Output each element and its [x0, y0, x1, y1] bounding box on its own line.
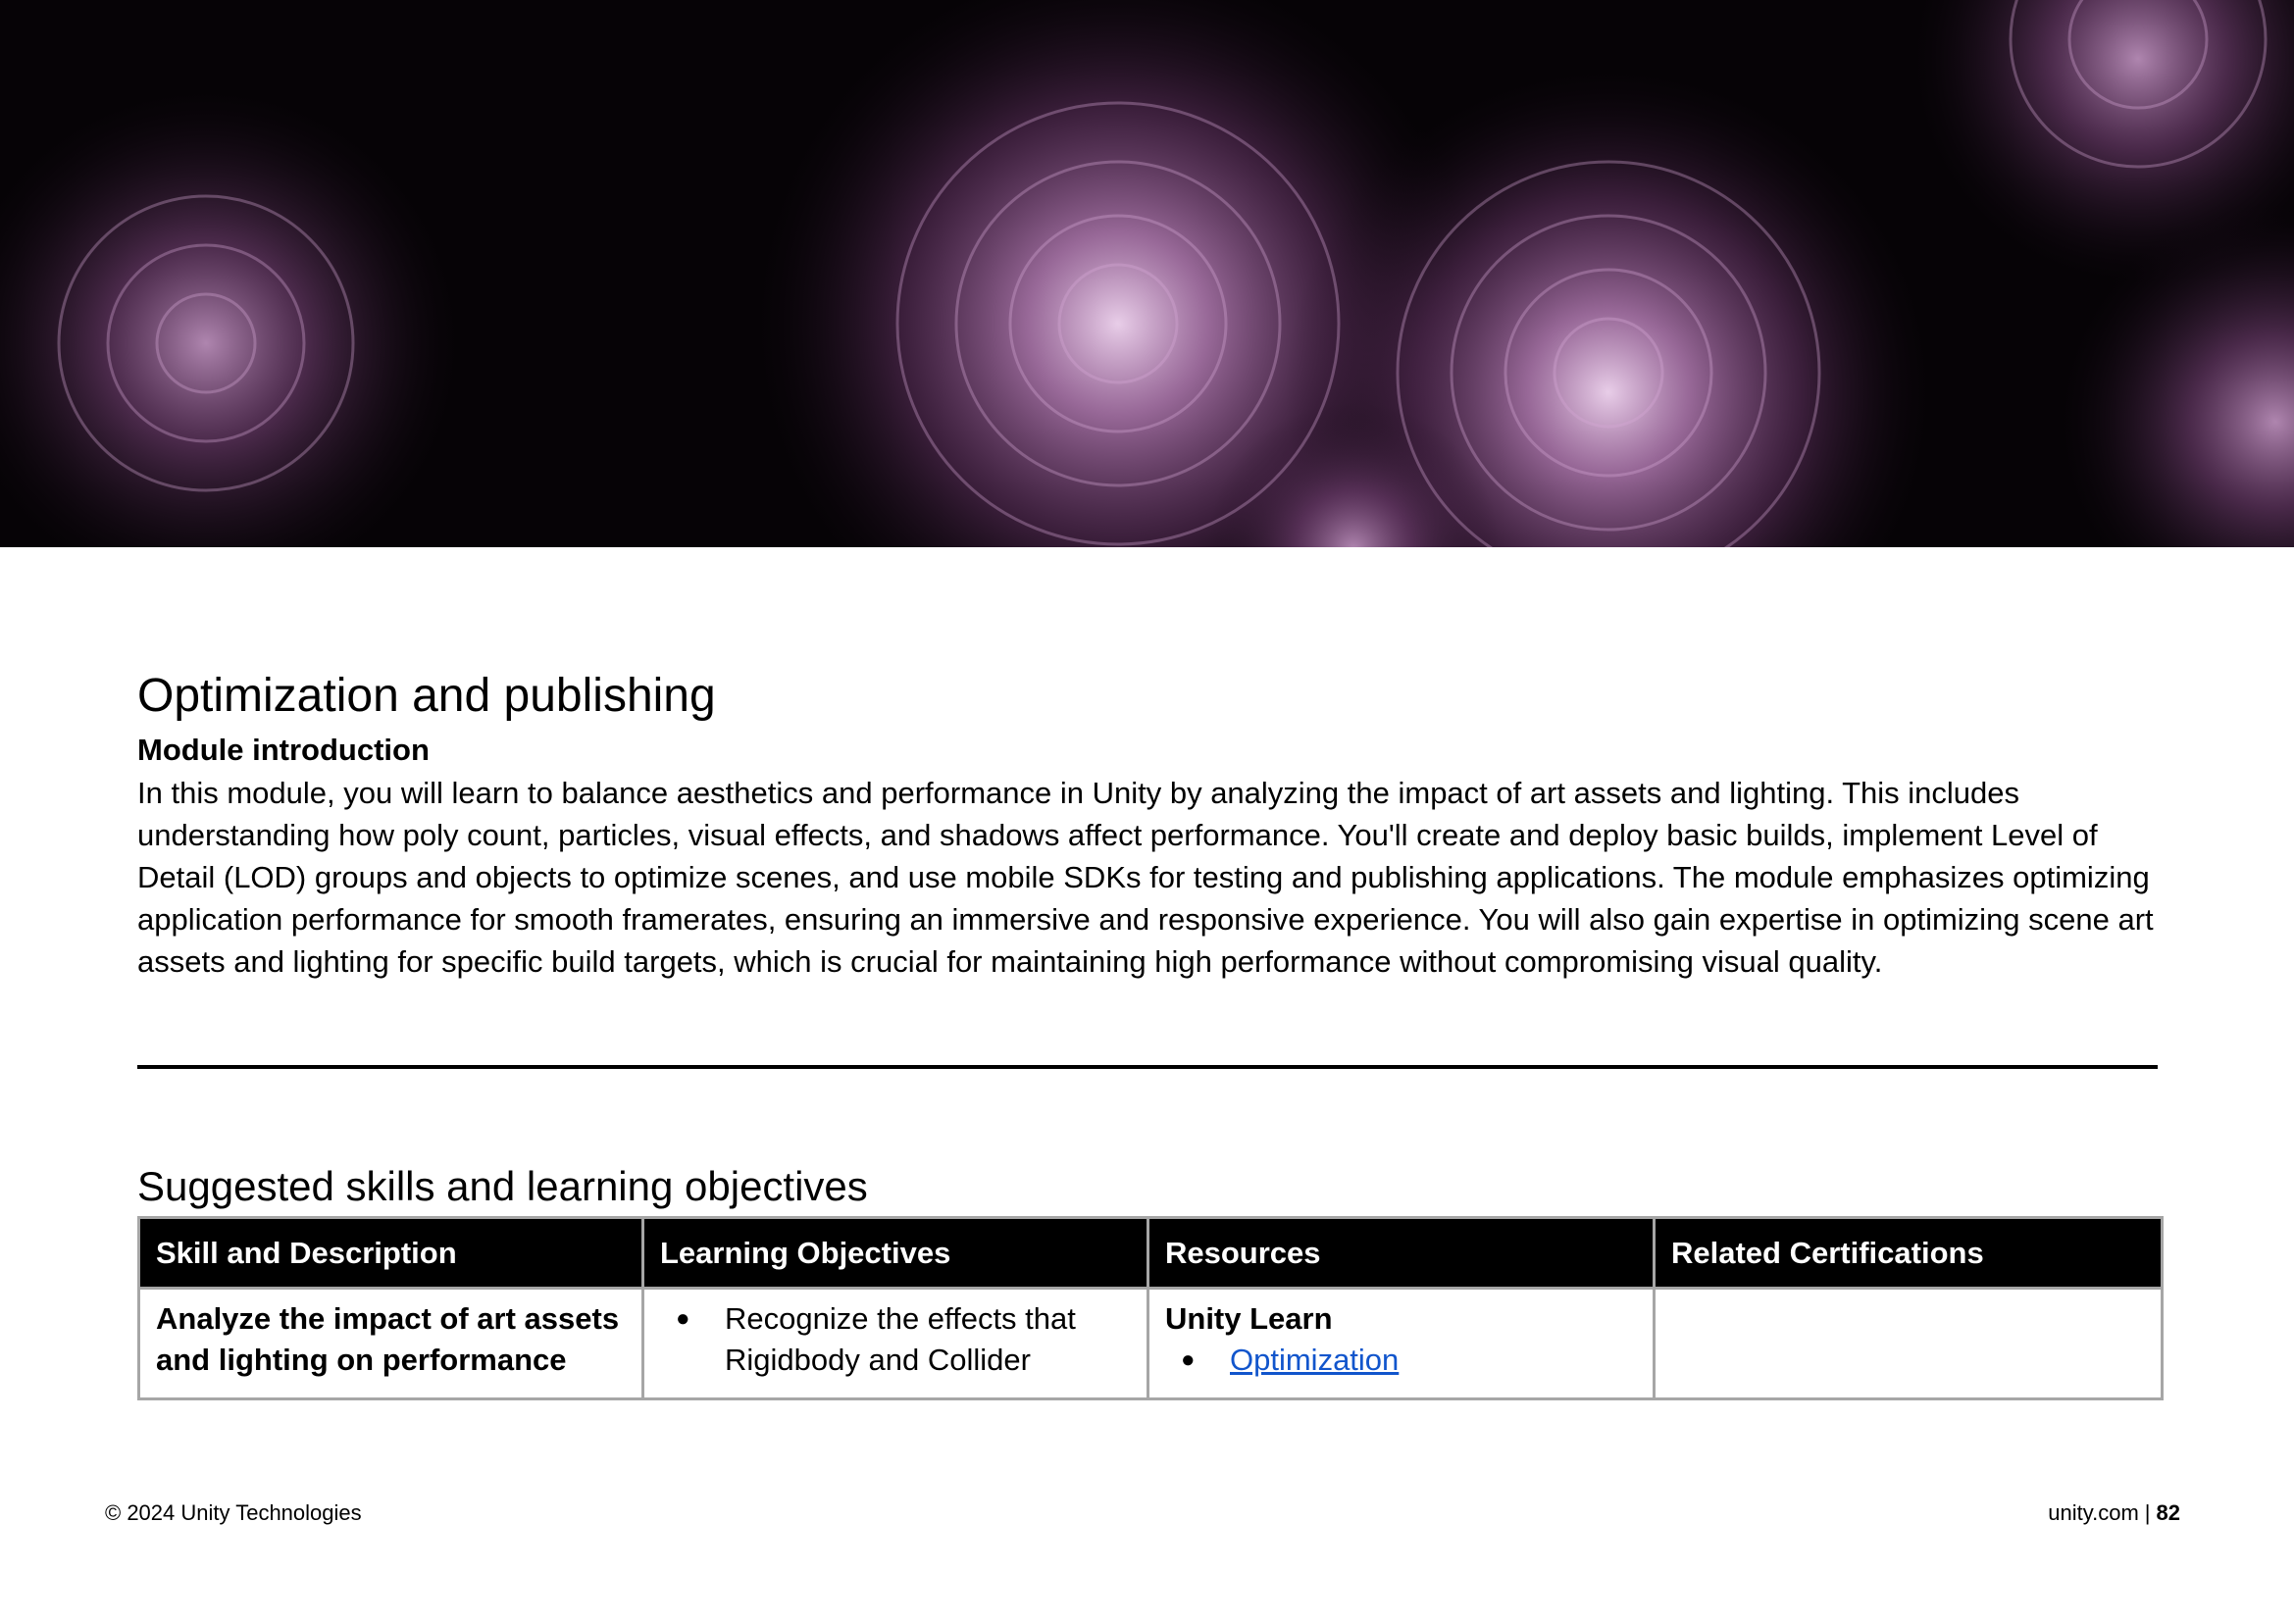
resources-list — [1165, 1340, 1637, 1381]
footer-separator: | — [2144, 1500, 2151, 1525]
objective-item: ● Recognize the effects that Rigidbody and Collider — [725, 1298, 1131, 1381]
footer-copyright: © 2024 Unity Technologies — [105, 1500, 362, 1525]
footer-site: unity.com — [2048, 1500, 2139, 1525]
page-number: 82 — [2156, 1500, 2180, 1525]
resource-item — [1230, 1340, 1637, 1381]
section-title: Suggested skills and learning objectives — [137, 1163, 868, 1209]
footer-right — [2048, 1499, 2180, 1527]
skills-table — [137, 1216, 2164, 1400]
cell-resources — [1148, 1289, 1655, 1399]
cell-certifications — [1655, 1289, 2163, 1399]
table-header-row — [139, 1218, 2163, 1289]
intro-paragraph: In this module, you will learn to balance aesthetics and performance in Unity by analyzing the impact of art assets and lighting. This includes understanding how poly count, particles, visual effects, and shadows affect performance. You'll create and deploy basic builds, implement Level of Detail (LOD) groups and objects to optimize scenes, and use mobile SDKs for testing and publishing applications. The module emphasizes optimizing application performance for smooth framerates, ensuring an immersive and responsive experience. You will also gain expertise in optimizing scene art assets and lighting for specific build targets, which is crucial for maintaining high performance without compromising visual quality. — [137, 776, 2154, 979]
cell-objectives — [643, 1289, 1148, 1399]
section-divider — [137, 1065, 2158, 1069]
resources-heading: Unity Learn — [1165, 1301, 1333, 1336]
header-objectives: Learning Objectives — [643, 1218, 1148, 1289]
header-skill: Skill and Description — [139, 1218, 643, 1289]
optimization-link[interactable]: Optimization — [1230, 1343, 1400, 1377]
table-row — [139, 1289, 2163, 1399]
header-certifications: Related Certifications — [1655, 1218, 2163, 1289]
page-title: Optimization and publishing — [137, 670, 716, 722]
intro-heading: Module introduction — [137, 733, 430, 767]
header-resources: Resources — [1148, 1218, 1655, 1289]
objectives-list — [660, 1298, 1131, 1381]
skill-description: Analyze the impact of art assets and lighting on performance — [156, 1301, 620, 1377]
hero-banner-image — [0, 0, 2294, 547]
cell-skill — [139, 1289, 643, 1399]
